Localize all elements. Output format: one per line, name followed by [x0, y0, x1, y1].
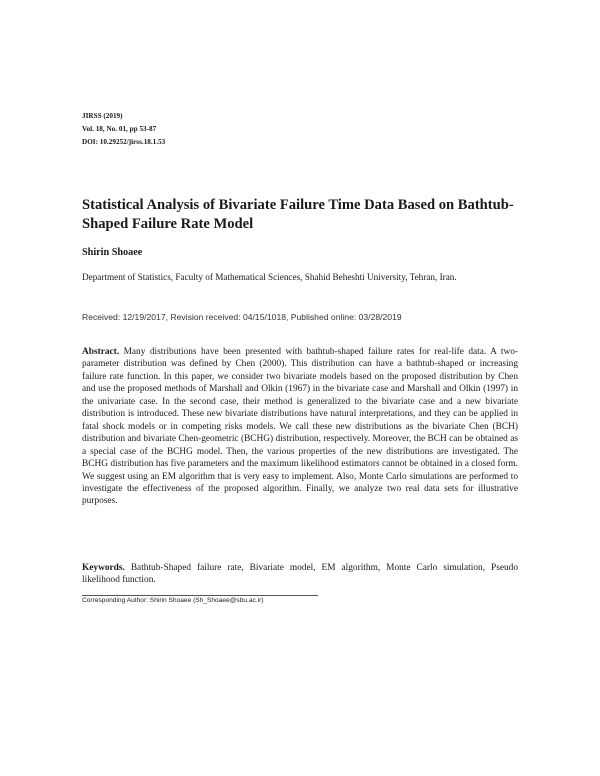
- journal-info: [82, 110, 165, 149]
- abstract-label: Abstract.: [82, 347, 120, 357]
- corresponding-author-footnote: Corresponding Author: Shirin Shoaee (Sh_Shoaee@sbu.ac.ir): [82, 597, 264, 604]
- keywords-label: Keywords.: [82, 563, 125, 573]
- publication-dates: Received: 12/19/2017, Revision received: 04/15/1018, Published online: 03/28/2019: [82, 312, 402, 322]
- journal-volume: Vol. 18, No. 01, pp 53-87: [82, 125, 157, 133]
- footnote-divider: [82, 595, 318, 596]
- journal-name: JIRSS (2019): [82, 112, 123, 120]
- abstract: [82, 346, 518, 508]
- abstract-text: Many distributions have been presented with bathtub-shaped failure rates for real-life data. A two-parameter distribution was defined by Chen (2000). This distribution can have a bathtub-shaped or increasing failure rate function. In this paper, we consider two bivariate models based on the proposed distribution by Chen and use the proposed methods of Marshall and Olkin (1967) in the bivariate case and Marshall and Olkin (1997) in the univariate case. In the second case, their method is generalized to the bivariate case and a new bivariate distribution is introduced. These new bivariate distributions have natural interpretations, and they can be applied in fatal shock models or in competing risks models. We call these new distributions as the bivariate Chen (BCH) distribution and bivariate Chen-geometric (BCHG) distribution, respectively. Moreover, the BCH can be obtained as a special case of the BCHG model. Then, the various properties of the new distributions are investigated. The BCHG distribution has five parameters and the maximum likelihood estimators cannot be obtained in a closed form. We suggest using an EM algorithm that is very easy to implement. Also, Monte Carlo simulations are performed to investigate the effectiveness of the proposed algorithm. Finally, we analyze two real data sets for illustrative purposes.: [82, 347, 518, 507]
- journal-doi: DOI: 10.29252/jirss.18.1.53: [82, 138, 166, 146]
- author-affiliation: Department of Statistics, Faculty of Mathematical Sciences, Shahid Beheshti University, Tehran, Iran.: [82, 272, 457, 282]
- author-name: Shirin Shoaee: [82, 247, 143, 258]
- keywords: [82, 562, 518, 587]
- paper-title: Statistical Analysis of Bivariate Failure Time Data Based on Bathtub-Shaped Failure Rate Model: [82, 197, 514, 232]
- keywords-text: Bathtub-Shaped failure rate, Bivariate model, EM algorithm, Monte Carlo simulation, Pseudo likelihood function.: [82, 563, 518, 586]
